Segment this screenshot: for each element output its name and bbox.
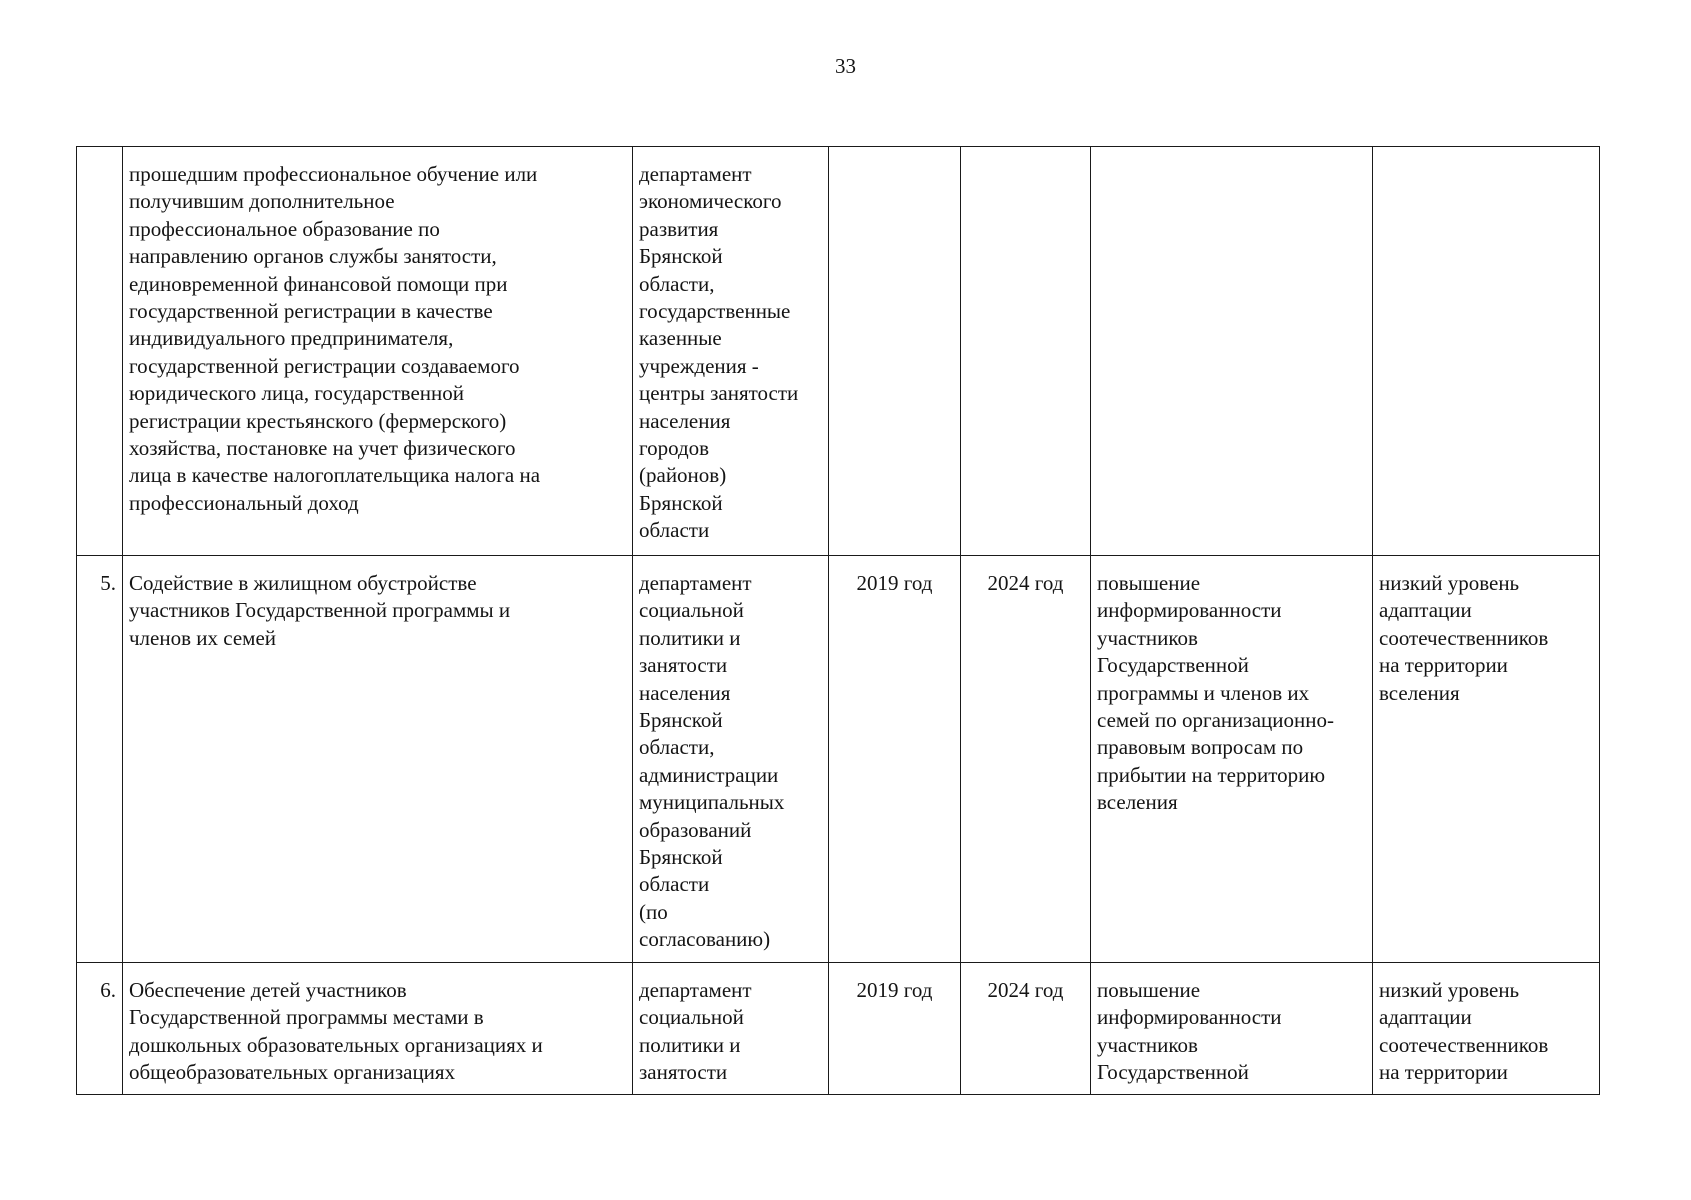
- page-number: 33: [835, 54, 856, 78]
- table-row: [77, 147, 1600, 556]
- risk-cell: [1373, 147, 1600, 556]
- table-row: [77, 556, 1600, 963]
- expected-result-cell: [1091, 147, 1373, 556]
- expected-result-cell: повышение информированности участников Государственной программы и членов их семей по организационно- правовым вопросам по прибытии на территорию вселения: [1091, 556, 1373, 963]
- start-year-cell: [829, 147, 961, 556]
- start-year-cell: 2019 год: [829, 556, 961, 963]
- executor-cell: департамент социальной политики и занятости населения Брянской области, администрации муниципальных образований Брянской области (по согласованию): [633, 556, 829, 963]
- row-number-cell: 5.: [77, 556, 123, 963]
- executor-cell: департамент социальной политики и занятости: [633, 963, 829, 1095]
- measure-cell: Обеспечение детей участников Государственной программы местами в дошкольных образовательных организациях и общеобразовательных организациях: [123, 963, 633, 1095]
- risk-cell: низкий уровень адаптации соотечественников на территории: [1373, 963, 1600, 1095]
- row-number-cell: [77, 147, 123, 556]
- risk-cell: низкий уровень адаптации соотечественников на территории вселения: [1373, 556, 1600, 963]
- row-number-cell: 6.: [77, 963, 123, 1095]
- measures-table: [76, 146, 1600, 1095]
- measure-cell: Содействие в жилищном обустройстве участников Государственной программы и членов их семей: [123, 556, 633, 963]
- end-year-cell: 2024 год: [961, 963, 1091, 1095]
- expected-result-cell: повышение информированности участников Государственной: [1091, 963, 1373, 1095]
- table-row: [77, 963, 1600, 1095]
- start-year-cell: 2019 год: [829, 963, 961, 1095]
- executor-cell: департамент экономического развития Брянской области, государственные казенные учреждения - центры занятости населения городов (районов) Брянской области: [633, 147, 829, 556]
- end-year-cell: 2024 год: [961, 556, 1091, 963]
- end-year-cell: [961, 147, 1091, 556]
- measure-cell: прошедшим профессиональное обучение или получившим дополнительное профессиональное образование по направлению органов службы занятости, единовременной финансовой помощи при государственной регистрации в качестве индивидуального предпринимателя, государственной регистрации создаваемого юридического лица, государственной регистрации крестьянского (фермерского) хозяйства, постановке на учет физического лица в качестве налогоплательщика налога на профессиональный доход: [123, 147, 633, 556]
